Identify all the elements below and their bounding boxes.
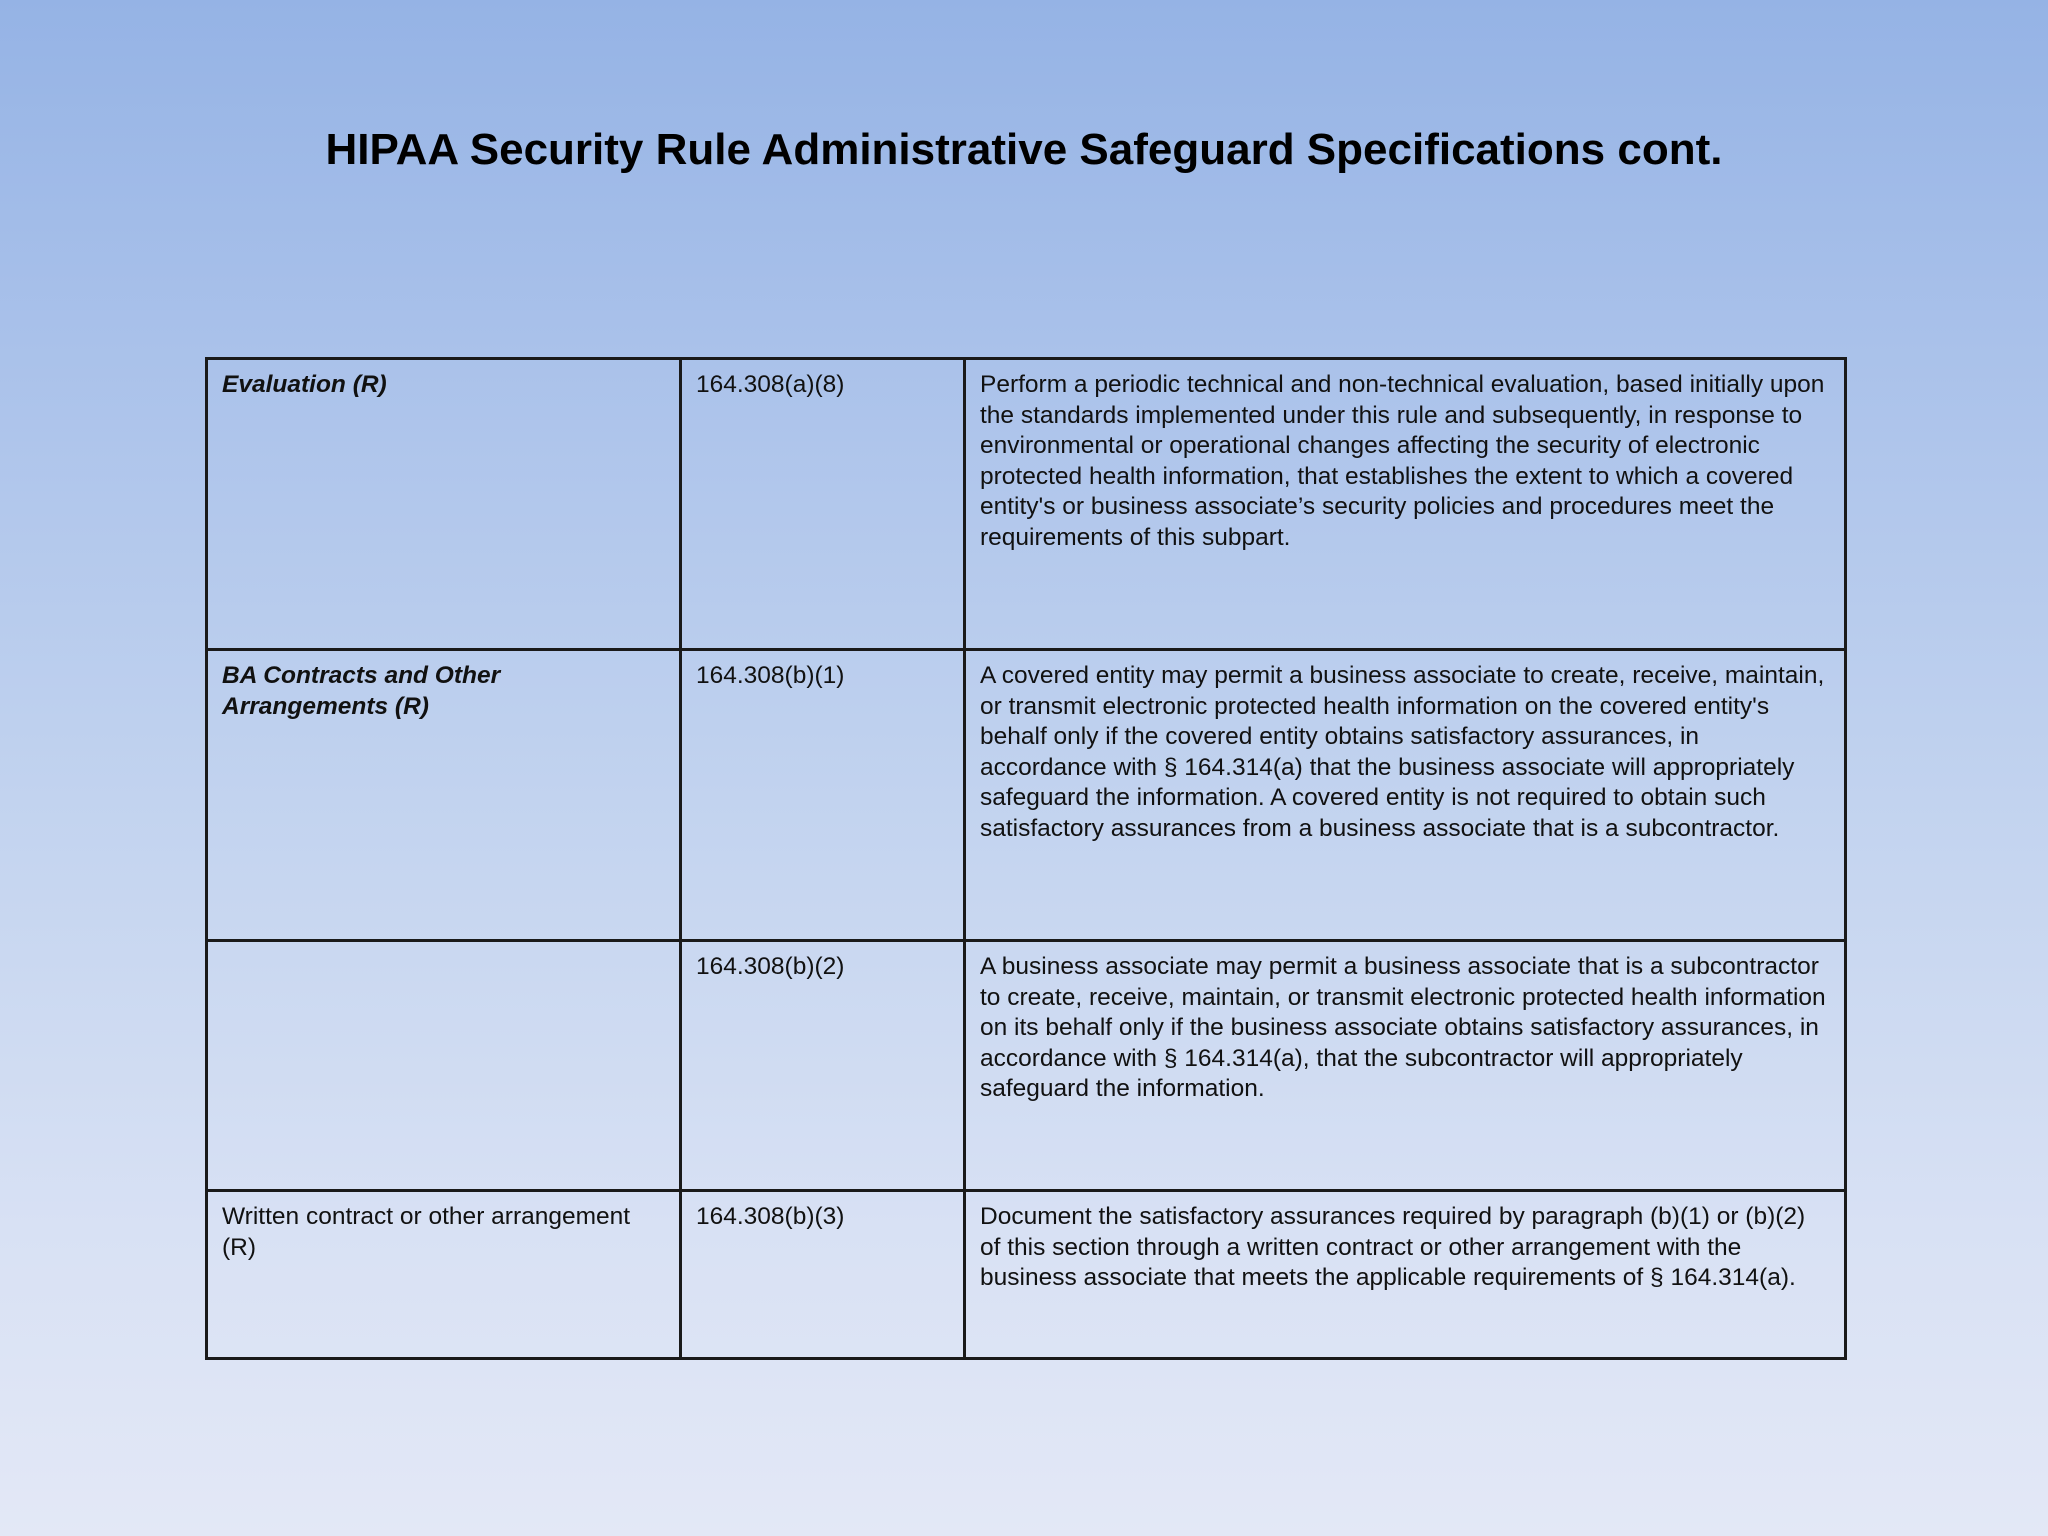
table-row (207, 650, 1846, 941)
citation-cell: 164.308(a)(8) (681, 359, 965, 650)
description-cell: Perform a periodic technical and non-technical evaluation, based initially upon the standards implemented under this rule and subsequently, in response to environmental or operational changes affecting the security of electronic protected health information, that establishes the extent to which a covered entity's or business associate’s security policies and procedures meet the requirements of this subpart. (965, 359, 1846, 650)
citation-cell: 164.308(b)(2) (681, 941, 965, 1191)
standard-cell: Written contract or other arrangement (R) (207, 1191, 681, 1359)
table-row (207, 359, 1846, 650)
table-row (207, 1191, 1846, 1359)
description-cell: A business associate may permit a business associate that is a subcontractor to create, receive, maintain, or transmit electronic protected health information on its behalf only if the business associate obtains satisfactory assurances, in accordance with § 164.314(a), that the subcontractor will appropriately safeguard the information. (965, 941, 1846, 1191)
description-cell: Document the satisfactory assurances required by paragraph (b)(1) or (b)(2) of this section through a written contract or other arrangement with the business associate that meets the applicable requirements of § 164.314(a). (965, 1191, 1846, 1359)
standard-cell: Evaluation (R) (207, 359, 681, 650)
description-cell: A covered entity may permit a business associate to create, receive, maintain, or transmit electronic protected health information on the covered entity's behalf only if the covered entity obtains satisfactory assurances, in accordance with § 164.314(a) that the business associate will appropriately safeguard the information. A covered entity is not required to obtain such satisfactory assurances from a business associate that is a subcontractor. (965, 650, 1846, 941)
standard-cell (207, 941, 681, 1191)
slide-title: HIPAA Security Rule Administrative Safeguard Specifications cont. (325, 125, 1723, 174)
citation-cell: 164.308(b)(3) (681, 1191, 965, 1359)
standard-cell: BA Contracts and Other Arrangements (R) (207, 650, 681, 941)
safeguard-specifications-table (205, 357, 1847, 1360)
table-row (207, 941, 1846, 1191)
citation-cell: 164.308(b)(1) (681, 650, 965, 941)
